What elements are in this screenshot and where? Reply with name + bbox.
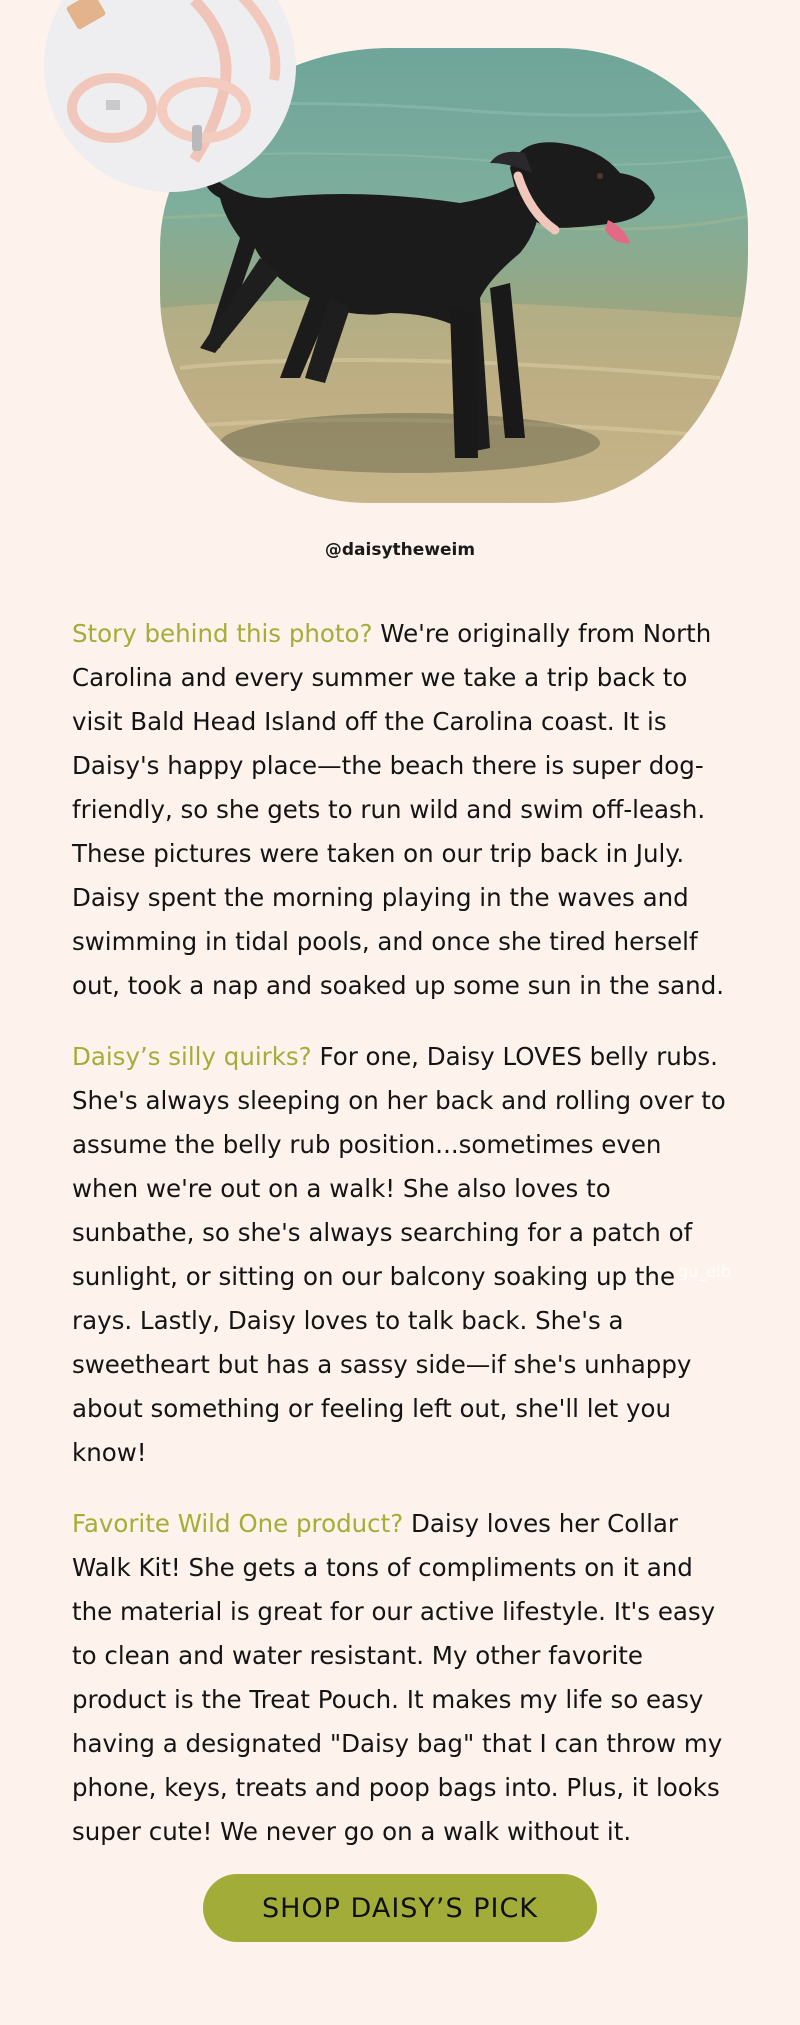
- hero-images: [0, 0, 800, 520]
- shop-daisys-pick-button[interactable]: SHOP DAISY’S PICK: [203, 1874, 597, 1942]
- section-question: Daisy’s silly quirks?: [72, 1042, 312, 1071]
- quirks-section: [72, 1035, 732, 1475]
- product-section: [72, 1502, 732, 1854]
- section-answer: For one, Daisy LOVES belly rubs. She's always sleeping on her back and rolling over to assume the belly rub position...sometimes even when we're out on a walk! She also loves to sunbathe, so she's always searching for a patch of sunlight, or sitting on our balcony soaking up the rays. Lastly, Daisy loves to talk back. She's a sweetheart but has a sassy side—if she's unhappy about something or feeling left out, she'll let you know!: [72, 1042, 726, 1467]
- section-answer: We're originally from North Carolina and every summer we take a trip back to visit Bald Head Island off the Carolina coast. It is Daisy's happy place—the beach there is super dog-friendly, so she gets to run wild and swim off-leash. These pictures were taken on our trip back in July. Daisy spent the morning playing in the waves and swimming in tidal pools, and once she tired herself out, took a nap and soaked up some sun in the sand.: [72, 619, 725, 1000]
- story-content: [72, 612, 732, 1881]
- story-section: [72, 612, 732, 1008]
- section-question: Story behind this photo?: [72, 619, 373, 648]
- section-answer: Daisy loves her Collar Walk Kit! She gets a tons of compliments on it and the material is great for our active lifestyle. It's easy to clean and water resistant. My other favorite product is the Treat Pouch. It makes my life so easy having a designated "Daisy bag" that I can throw my phone, keys, treats and poop bags into. Plus, it looks super cute! We never go on a walk without it.: [72, 1509, 723, 1846]
- photo-credit-handle: @daisytheweim: [324, 540, 476, 560]
- image-watermark: gu_eib: [678, 1262, 731, 1281]
- collar-leash-product-photo: [44, 0, 296, 192]
- section-question: Favorite Wild One product?: [72, 1509, 404, 1538]
